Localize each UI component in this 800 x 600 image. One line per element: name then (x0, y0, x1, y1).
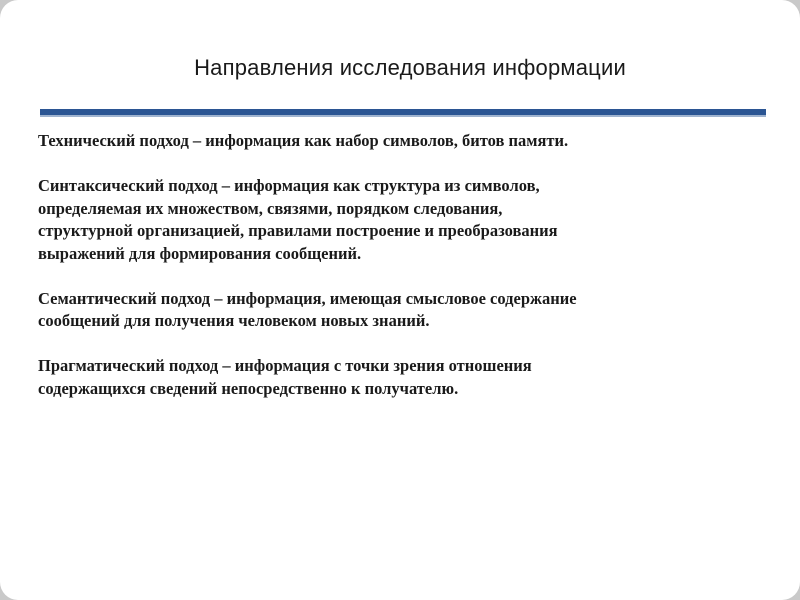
paragraph-technical (38, 130, 778, 153)
text-line: Технический подход – информация как набор символов, битов памяти. (38, 131, 569, 150)
title-divider-shadow (40, 115, 766, 117)
text-line: содержащихся сведений непосредственно к получателю. (38, 378, 459, 398)
text-line: структурной организацией, правилами построение и преобразования (38, 221, 558, 240)
slide-body (38, 130, 778, 423)
slide-title: Направления исследования информации (194, 55, 626, 80)
paragraph-pragmatic (38, 355, 778, 400)
text-line: Семантический подход – информация, имеющая смысловое содержание (38, 288, 577, 308)
text-line: Прагматический подход – информация с точки зрения отношения (38, 356, 532, 375)
text-line: определяемая их множеством, связями, порядком следования, (38, 198, 503, 218)
text-line: выражений для формирования сообщений. (38, 243, 362, 263)
paragraph-syntactic (38, 175, 778, 265)
paragraph-semantic (38, 288, 778, 333)
text-line: сообщений для получения человеком новых знаний. (38, 311, 430, 330)
text-line: Синтаксический подход – информация как структура из символов, (38, 176, 540, 195)
